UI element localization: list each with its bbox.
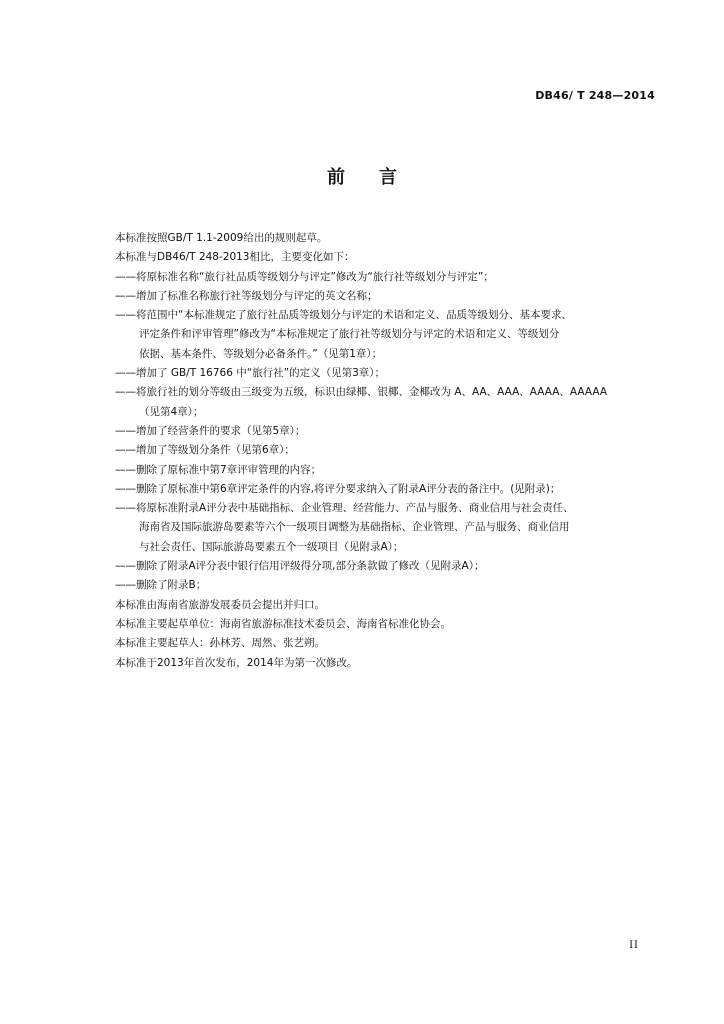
change-item-scope-cont-1: 评定条件和评审管理”修改为“本标准规定了旅行社等级划分与评定的术语和定义、等级划分: [139, 328, 560, 341]
change-item-delete-chapter-7: ——删除了原标准中第7章评审管理的内容；: [115, 463, 322, 476]
page-number: II: [629, 940, 639, 951]
paragraph-drafting-units: 本标准主要起草单位：海南省旅游标准技术委员会、海南省标准化协会。: [115, 617, 451, 630]
change-item-operating-conditions: ——增加了经营条件的要求（见第5章）；: [115, 424, 306, 437]
change-item-bank-credit: ——删除了附录A评分表中银行信用评级得分项,部分条款做了修改（见附录A）；: [115, 560, 485, 573]
change-item-scope-cont-2: 依据、基本条件、等级划分必备条件。”（见第1章）；: [139, 347, 383, 360]
change-item-english-name: ——增加了标准名称旅行社等级划分与评定的英文名称；: [115, 289, 378, 302]
change-item-grade-levels: ——将旅行社的划分等级由三级变为五级，标识由绿椰、银椰、金椰改为 A、AA、AAA、AAAA、AAAAA: [115, 386, 608, 399]
change-item-scope: ——将范围中“本标准规定了旅行社品质等级划分与评定的术语和定义、品质等级划分、基本要求、: [115, 309, 572, 322]
change-item-delete-appendix-b: ——删除了附录B；: [115, 579, 207, 592]
page-title-char-2: 言: [379, 167, 397, 188]
change-item-delete-chapter-6: ——删除了原标准中第6章评定条件的内容,将评分要求纳入了附录A评分表的备注中。(见附录)；: [115, 482, 561, 495]
paragraph-publication: 本标准于2013年首次发布，2014年为第一次修改。: [115, 656, 358, 669]
change-item-grade-levels-cont: （见第4章）；: [139, 405, 204, 418]
page-title-char-1: 前: [327, 167, 345, 188]
paragraph-drafters: 本标准主要起草人：孙林芳、周然、张艺朔。: [115, 637, 325, 650]
change-item-appendix-a: ——将原标准附录A评分表中基础指标、企业管理、经营能力、产品与服务、商业信用与社会责任、: [115, 502, 574, 515]
foreword-body: [115, 229, 660, 673]
change-item-definition: ——增加了 GB/T 16766 中“旅行社”的定义（见第3章）；: [115, 367, 386, 380]
change-item-appendix-a-cont-2: 与社会责任、国际旅游岛要素五个一级项目（见附录A）；: [139, 540, 404, 553]
paragraph-changes-intro: 本标准与DB46/T 248-2013相比，主要变化如下：: [115, 251, 355, 264]
change-item-appendix-a-cont-1: 海南省及国际旅游岛要素等六个一级项目调整为基础指标、企业管理、产品与服务、商业信用: [139, 521, 570, 534]
document-code: DB46/ T 248—2014: [535, 89, 655, 102]
paragraph-drafting-rules: 本标准按照GB/T 1.1-2009给出的规则起草。: [115, 232, 328, 244]
page-title: [0, 163, 724, 189]
change-item-grading-conditions: ——增加了等级划分条件（见第6章）；: [115, 444, 295, 457]
change-item-rename: ——将原标准名称“旅行社品质等级划分与评定”修改为“旅行社等级划分与评定”；: [115, 270, 494, 283]
paragraph-proposer: 本标准由海南省旅游发展委员会提出并归口。: [115, 598, 325, 611]
